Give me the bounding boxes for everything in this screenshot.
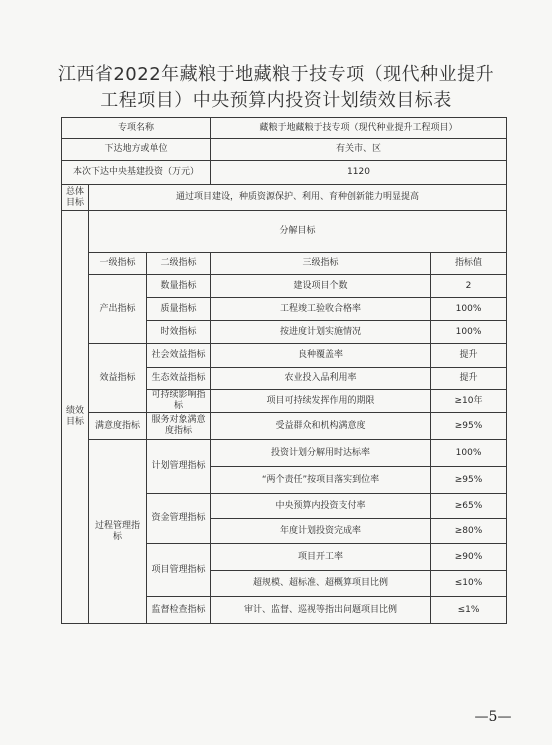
project-item-1-value: ≥90% — [431, 544, 507, 571]
header-level1: 一级指标 — [89, 253, 147, 275]
project-name-label: 专项名称 — [62, 118, 211, 139]
decompose-goal-label: 分解目标 — [89, 211, 507, 253]
project-management-label: 项目管理指标 — [147, 544, 211, 597]
investment-value: 1120 — [211, 161, 507, 185]
table-row — [62, 118, 507, 139]
ecological-benefit-name: 农业投入品利用率 — [211, 368, 431, 390]
service-satisfaction-name: 受益群众和机构满意度 — [211, 413, 431, 440]
fund-item-1-value: ≥65% — [431, 494, 507, 519]
performance-goal-table — [61, 117, 507, 624]
quality-indicator-name: 工程竣工验收合格率 — [211, 298, 431, 321]
timeliness-indicator-label: 时效指标 — [147, 321, 211, 344]
table-row — [62, 161, 507, 185]
plan-item-2-name: “两个责任”按项目落实到位率 — [211, 467, 431, 494]
overall-goal-label: 总体目标 — [62, 185, 89, 211]
sustainable-impact-label: 可持续影响指标 — [147, 390, 211, 413]
sustainable-impact-value: ≥10年 — [431, 390, 507, 413]
table-row — [62, 253, 507, 275]
social-benefit-label: 社会效益指标 — [147, 344, 211, 368]
supervision-indicator-value: ≤1% — [431, 597, 507, 624]
fund-item-2-value: ≥80% — [431, 519, 507, 544]
table-row — [62, 344, 507, 368]
header-level2: 二级指标 — [147, 253, 211, 275]
table-row — [62, 275, 507, 298]
ecological-benefit-label: 生态效益指标 — [147, 368, 211, 390]
performance-goal-label: 绩效目标 — [62, 211, 89, 624]
plan-management-label: 计划管理指标 — [147, 440, 211, 494]
quantity-indicator-value: 2 — [431, 275, 507, 298]
title-line-1: 江西省2022年藏粮于地藏粮于技专项（现代种业提升 — [57, 64, 495, 85]
social-benefit-value: 提升 — [431, 344, 507, 368]
table-row — [62, 139, 507, 161]
unit-label: 下达地方或单位 — [62, 139, 211, 161]
document-title — [0, 62, 552, 114]
table-row — [62, 413, 507, 440]
timeliness-indicator-value: 100% — [431, 321, 507, 344]
plan-item-1-name: 投资计划分解用时达标率 — [211, 440, 431, 467]
quality-indicator-value: 100% — [431, 298, 507, 321]
timeliness-indicator-name: 按进度计划实施情况 — [211, 321, 431, 344]
project-name-value: 藏粮于地藏粮于技专项（现代种业提升工程项目） — [211, 118, 507, 139]
supervision-indicator-label: 监督检查指标 — [147, 597, 211, 624]
project-item-1-name: 项目开工率 — [211, 544, 431, 571]
header-value: 指标值 — [431, 253, 507, 275]
title-line-2: 工程项目）中央预算内投资计划绩效目标表 — [100, 90, 452, 111]
table-row — [62, 211, 507, 253]
benefit-indicator-label: 效益指标 — [89, 344, 147, 413]
table-row — [62, 440, 507, 467]
plan-item-2-value: ≥95% — [431, 467, 507, 494]
sustainable-impact-name: 项目可持续发挥作用的期限 — [211, 390, 431, 413]
overall-goal-value: 通过项目建设，种质资源保护、利用、育种创新能力明显提高 — [89, 185, 507, 211]
unit-value: 有关市、区 — [211, 139, 507, 161]
quantity-indicator-name: 建设项目个数 — [211, 275, 431, 298]
quantity-indicator-label: 数量指标 — [147, 275, 211, 298]
table-row — [62, 185, 507, 211]
header-level3: 三级指标 — [211, 253, 431, 275]
project-item-2-name: 超规模、超标准、超概算项目比例 — [211, 571, 431, 597]
project-item-2-value: ≤10% — [431, 571, 507, 597]
fund-item-1-name: 中央预算内投资支付率 — [211, 494, 431, 519]
quality-indicator-label: 质量指标 — [147, 298, 211, 321]
fund-item-2-name: 年度计划投资完成率 — [211, 519, 431, 544]
supervision-indicator-name: 审计、监督、巡视等指出问题项目比例 — [211, 597, 431, 624]
service-satisfaction-value: ≥95% — [431, 413, 507, 440]
service-satisfaction-label: 服务对象满意度指标 — [147, 413, 211, 440]
plan-item-1-value: 100% — [431, 440, 507, 467]
social-benefit-name: 良种覆盖率 — [211, 344, 431, 368]
ecological-benefit-value: 提升 — [431, 368, 507, 390]
page-number: —5— — [474, 709, 512, 725]
output-indicator-label: 产出指标 — [89, 275, 147, 344]
process-management-label: 过程管理指标 — [89, 440, 147, 624]
satisfaction-indicator-label: 满意度指标 — [89, 413, 147, 440]
investment-label: 本次下达中央基建投资（万元） — [62, 161, 211, 185]
fund-management-label: 资金管理指标 — [147, 494, 211, 544]
